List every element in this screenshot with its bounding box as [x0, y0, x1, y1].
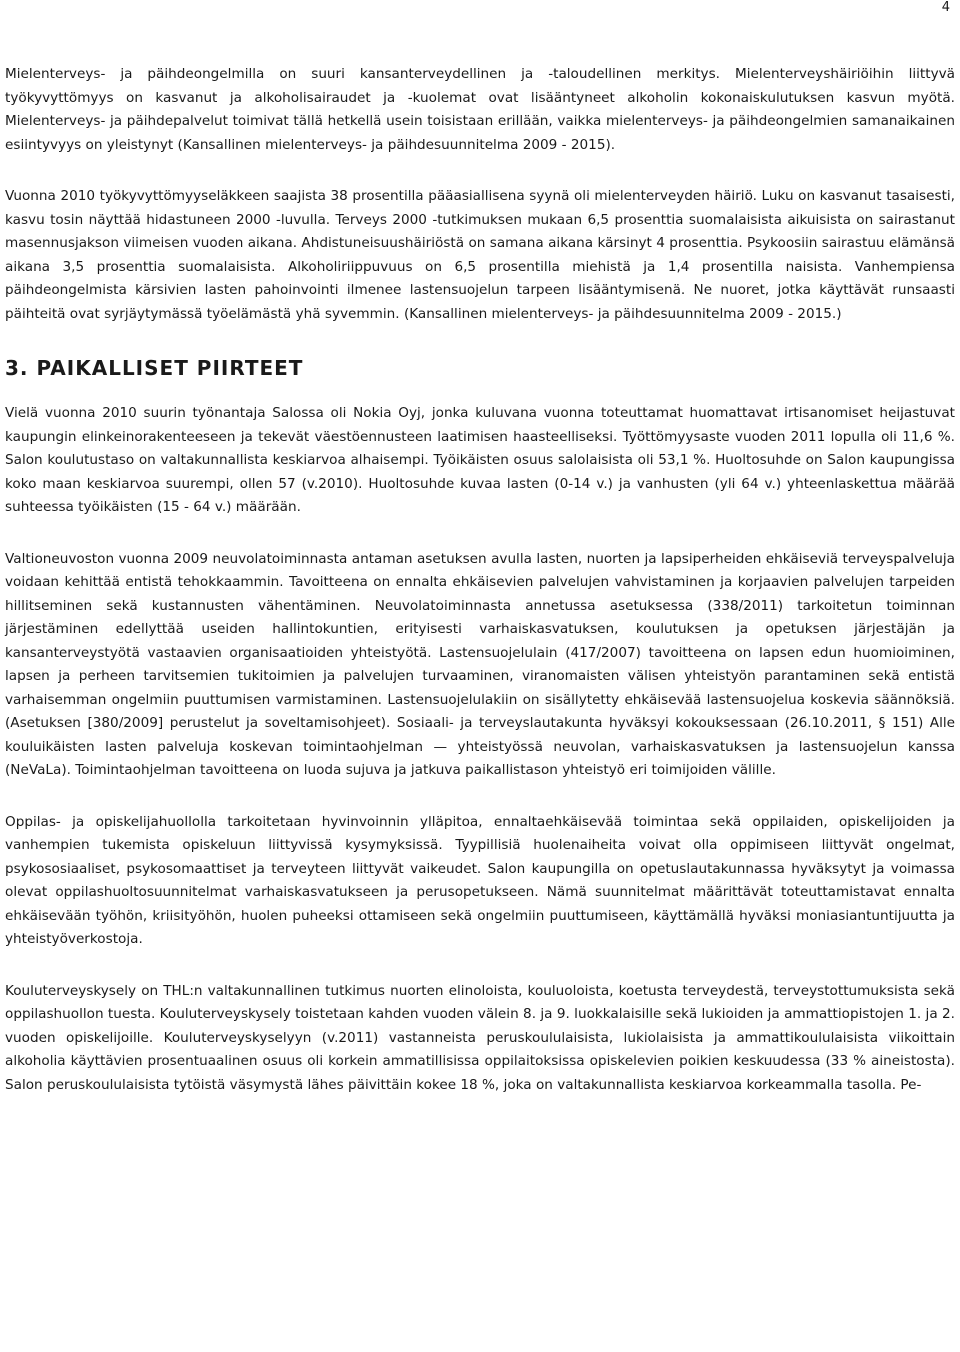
paragraph-child-services: Valtioneuvoston vuonna 2009 neuvolatoiminnasta antaman asetuksen avulla lasten, nuorten ja lapsiperheiden ehkäiseviä terveyspalveluja voidaan kehittää entistä tehokkaammin. Tavoitteena on ennalta ehkäisevien palvelujen vahvistaminen ja korjaavien palvelujen tarpeiden hillitseminen sekä kustannusten vähentäminen. Neuvolatoiminnasta annetussa asetuksessa (338/2011) tarkoitetun toiminnan järjestäminen edellyttää useiden hallintokuntien, erityisesti varhaiskasvatuksen, koulutuksen ja opetuksen järjestäjän ja kansanterveystyötä vastaavien organisaatioiden yhteistyötä. Lastensuojelulain (417/2007) tavoitteena on lapsen edun huomioiminen, lapsen ja perheen tarvitsemien tukitoimien ja palvelujen turvaaminen, viranomaisten välisen yhteistyön parantaminen sekä entistä varhaisemman ongelmiin puuttumisen varmistaminen. Lastensuojelulakiin on sisällytetty ehkäisevää lastensuojelua koskevia säännöksiä. (Asetuksen [380/2009] perustelut ja soveltamisohjeet). Sosiaali- ja terveyslautakunta hyväksyi kokouksessaan (26.10.2011, § 151) Alle kouluikäisten lasten palveluja koskevan toimintaohjelman — yhteistyössä neuvolan, varhaiskasvatuksen ja lastensuojelun kanssa (NeVaLa). Toimintaohjelman tavoitteena on luoda sujuva ja jatkuva paikallistason yhteistyö eri toimijoiden välille. [5, 550, 955, 778]
document-body [5, 63, 955, 1125]
paragraph-disability-pensions: Vuonna 2010 työkyvyttömyyseläkkeen saajista 38 prosentilla pääasiallisena syynä oli mielenterveyden häiriö. Luku on kasvanut tasaisesti, kasvu tosin näyttää hidastuneen 2000 -luvulla. Terveys 2000 -tutkimuksen mukaan 6,5 prosenttia suomalaisista aikuisista on sairastanut masennusjakson viimeisen vuoden aikana. Ahdistuneisuushäiriöstä on samana aikana kärsinyt 4 prosenttia. Psykoosiin sairastuu elämänsä aikana 3,5 prosenttia suomalaisista. Alkoholiriippuvuus on 6,5 prosentilla miehistä ja 1,4 prosentilla naisista. Vanhempiensa päihdeongelmista kärsivien lasten pahoinvointi ilmenee lastensuojelun tarpeen lisääntymisenä. Ne nuoret, jotka käyttävät runsaasti päihteitä ovat syrjäytymässä työelämästä yhä syvemmin. (Kansallinen mielenterveys- ja päihdesuunnitelma 2009 - 2015.) [5, 188, 955, 322]
paragraph-student-welfare: Oppilas- ja opiskelijahuollolla tarkoitetaan hyvinvoinnin ylläpitoa, ennaltaehkäisevää toimintaa sekä oppilaiden, opiskelijoiden ja vanhempien tukemista opiskeluun liittyvissä kysymyksissä. Tyypillisiä huolenaiheita voivat olla oppimiseen liittyvät ongelmat, psykososiaaliset, psykosomaattiset ja terveyteen liittyvät vaikeudet. Salon kaupungilla on opetuslautakunnassa hyväksytyt ja voimassa olevat oppilashuoltosuunnitelmat varhaiskasvatukseen ja perusopetukseen. Nämä suunnitelmat määrittävät toteuttamistavat ennalta ehkäisevään työhön, kriisityöhön, huolen puheeksi ottamiseen sekä ongelmiin puuttumiseen, käyttämällä hyväksi moniasiantuntijuutta ja yhteistyöverkostoja. [5, 813, 955, 947]
section-heading: 3. PAIKALLISET PIIRTEET [5, 356, 304, 380]
paragraph-school-health-survey: Kouluterveyskysely on THL:n valtakunnallinen tutkimus nuorten elinoloista, kouluoloista, koetusta terveydestä, terveystottumuksista sekä oppilashuollon tuesta. Kouluterveyskysely toistetaan kahden vuoden välein 8. ja 9. luokkalaisille sekä lukioiden ja ammattiopistojen 1. ja 2. vuoden opiskelijoille. Kouluterveyskyselyyn (v.2011) vastanneista peruskoululaisista, lukiolaisista ja ammattikoululaisista viikoittain alkoholia käyttävien prosentuaalinen osuus oli korkein ammatillisissa oppilaitoksissa opiskelevien poikien keskuudessa (33 % aineistosta). Salon peruskoululaisista tytöistä väsymystä lähes päivittäin kokee 18 %, joka on valtakunnallista keskiarvoa korkeammalla tasolla. Pe- [5, 982, 955, 1093]
page-number: 4 [941, 0, 950, 15]
paragraph-mental-health-intro: Mielenterveys- ja päihdeongelmilla on suuri kansanterveydellinen ja -taloudellinen merkitys. Mielenterveyshäiriöihin liittyvä työkyvyttömyys on kasvanut ja alkoholisairaudet ja -kuolemat ovat lisääntyneet alkoholin kokonaiskulutuksen kasvun myötä. Mielenterveys- ja päihdepalvelut toimivat tällä hetkellä usein toisistaan erillään, vaikka mielenterveys- ja päihdeongelmien samanaikainen esiintyvyys on yleistynyt (Kansallinen mielenterveys- ja päihdesuunnitelma 2009 - 2015). [5, 66, 955, 153]
paragraph-local-employment: Vielä vuonna 2010 suurin työnantaja Salossa oli Nokia Oyj, jonka kuluvana vuonna toteuttamat huomattavat irtisanomiset heijastuvat kaupungin elinkeinorakenteeseen ja tekevät väestöennusteen laatimisen haasteelliseksi. Työttömyysaste vuoden 2011 lopulla oli 11,6 %. Salon koulutustaso on valtakunnallista keskiarvoa alhaisempi. Työikäisten osuus salolaisista oli 53,1 %. Huoltosuhde on Salon kaupungissa koko maan keskiarvoa suurempi, ollen 57 (v.2010). Huoltosuhde kuvaa lasten (0-14 v.) ja vanhusten (yli 64 v.) yhteenlaskettua määrää suhteessa työikäisten (15 - 64 v.) määrään. [5, 405, 955, 515]
